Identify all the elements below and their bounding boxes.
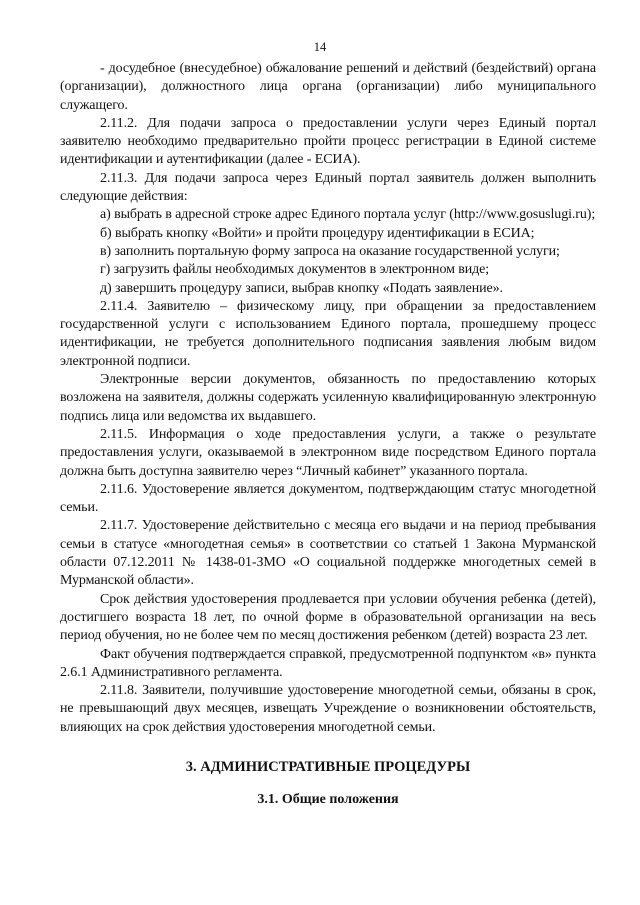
section-heading: 3. АДМИНИСТРАТИВНЫЕ ПРОЦЕДУРЫ <box>185 758 471 775</box>
list-item-a: а) выбрать в адресной строке адрес Единого портала услуг (http://www.gosuslugi.ru); <box>100 207 596 223</box>
page-number: 14 <box>313 40 327 54</box>
paragraph-study-proof: Факт обучения подтверждается справкой, предусмотренной подпунктом «в» пункта 2.6.1 Административного регламента. <box>60 646 596 680</box>
paragraph-electronic-versions: Электронные версии документов, обязанность по предоставлению которых возложена на заявителя, должны содержать усиленную квалифицированную электронную подпись лица или ведомства их выдавшего. <box>60 372 596 424</box>
paragraph-2-11-5: 2.11.5. Информация о ходе предоставления услуги, а также о результате предоставления услуги, оказываемой в электронном виде посредством Единого портала должна быть доступна заявителю через “Личный кабинет” указанного портала. <box>60 426 596 479</box>
document-body <box>60 60 596 810</box>
paragraph-appeal-item: - досудебное (внесудебное) обжалование решений и действий (бездействий) органа (организации), должностного лица органа (организации) либо муниципального служащего. <box>60 61 596 113</box>
list-item-b: б) выбрать кнопку «Войти» и пройти процедуру идентификации в ЕСИА; <box>100 225 535 241</box>
paragraph-2-11-6: 2.11.6. Удостоверение является документом, подтверждающим статус многодетной семьи. <box>60 481 596 516</box>
paragraph-2-11-4: 2.11.4. Заявителю – физическому лицу, при обращении за предоставлением государственной услуги с использованием Единого портала, прошедшему процесс идентификации, не требуется дополнительного подписания заявления любым видом электронной подписи. <box>60 298 596 369</box>
list-item-v: в) заполнить портальную форму запроса на оказание государственной услуги; <box>100 243 560 259</box>
paragraph-2-11-8: 2.11.8. Заявители, получившие удостоверение многодетной семьи, обязаны в срок, не превышающий двух месяцев, извещать Учреждение о возникновении обстоятельств, влияющих на срок действия удостоверения многодетной семьи. <box>60 683 596 735</box>
paragraph-2-11-2: 2.11.2. Для подачи запроса о предоставлении услуги через Единый портал заявителю необходимо предварительно пройти процесс регистрации в Единой системе идентификации и аутентификации (далее - ЕСИА). <box>60 115 596 168</box>
list-item-d: д) завершить процедуру записи, выбрав кнопку «Подать заявление». <box>100 280 503 296</box>
paragraph-2-11-7: 2.11.7. Удостоверение действительно с месяца его выдачи и на период пребывания семьи в статусе «многодетная семья» в соответствии со статьей 1 Закона Мурманской области 07.12.2011 № 1438-01-ЗМО «О социальной поддержке многодетных семей в Мурманской области». <box>60 518 596 589</box>
list-item-g: г) загрузить файлы необходимых документов в электронном виде; <box>100 262 490 278</box>
subsection-heading: 3.1. Общие положения <box>257 791 399 807</box>
paragraph-validity-extension: Срок действия удостоверения продлевается при условии обучения ребенка (детей), достигшего возраста 18 лет, по очной форме в образовательной организации на весь период обучения, но не более чем по месяц достижения ребенком (детей) возраста 23 лет. <box>60 591 596 644</box>
paragraph-2-11-3: 2.11.3. Для подачи запроса через Единый портал заявитель должен выполнить следующие действия: <box>60 170 596 205</box>
